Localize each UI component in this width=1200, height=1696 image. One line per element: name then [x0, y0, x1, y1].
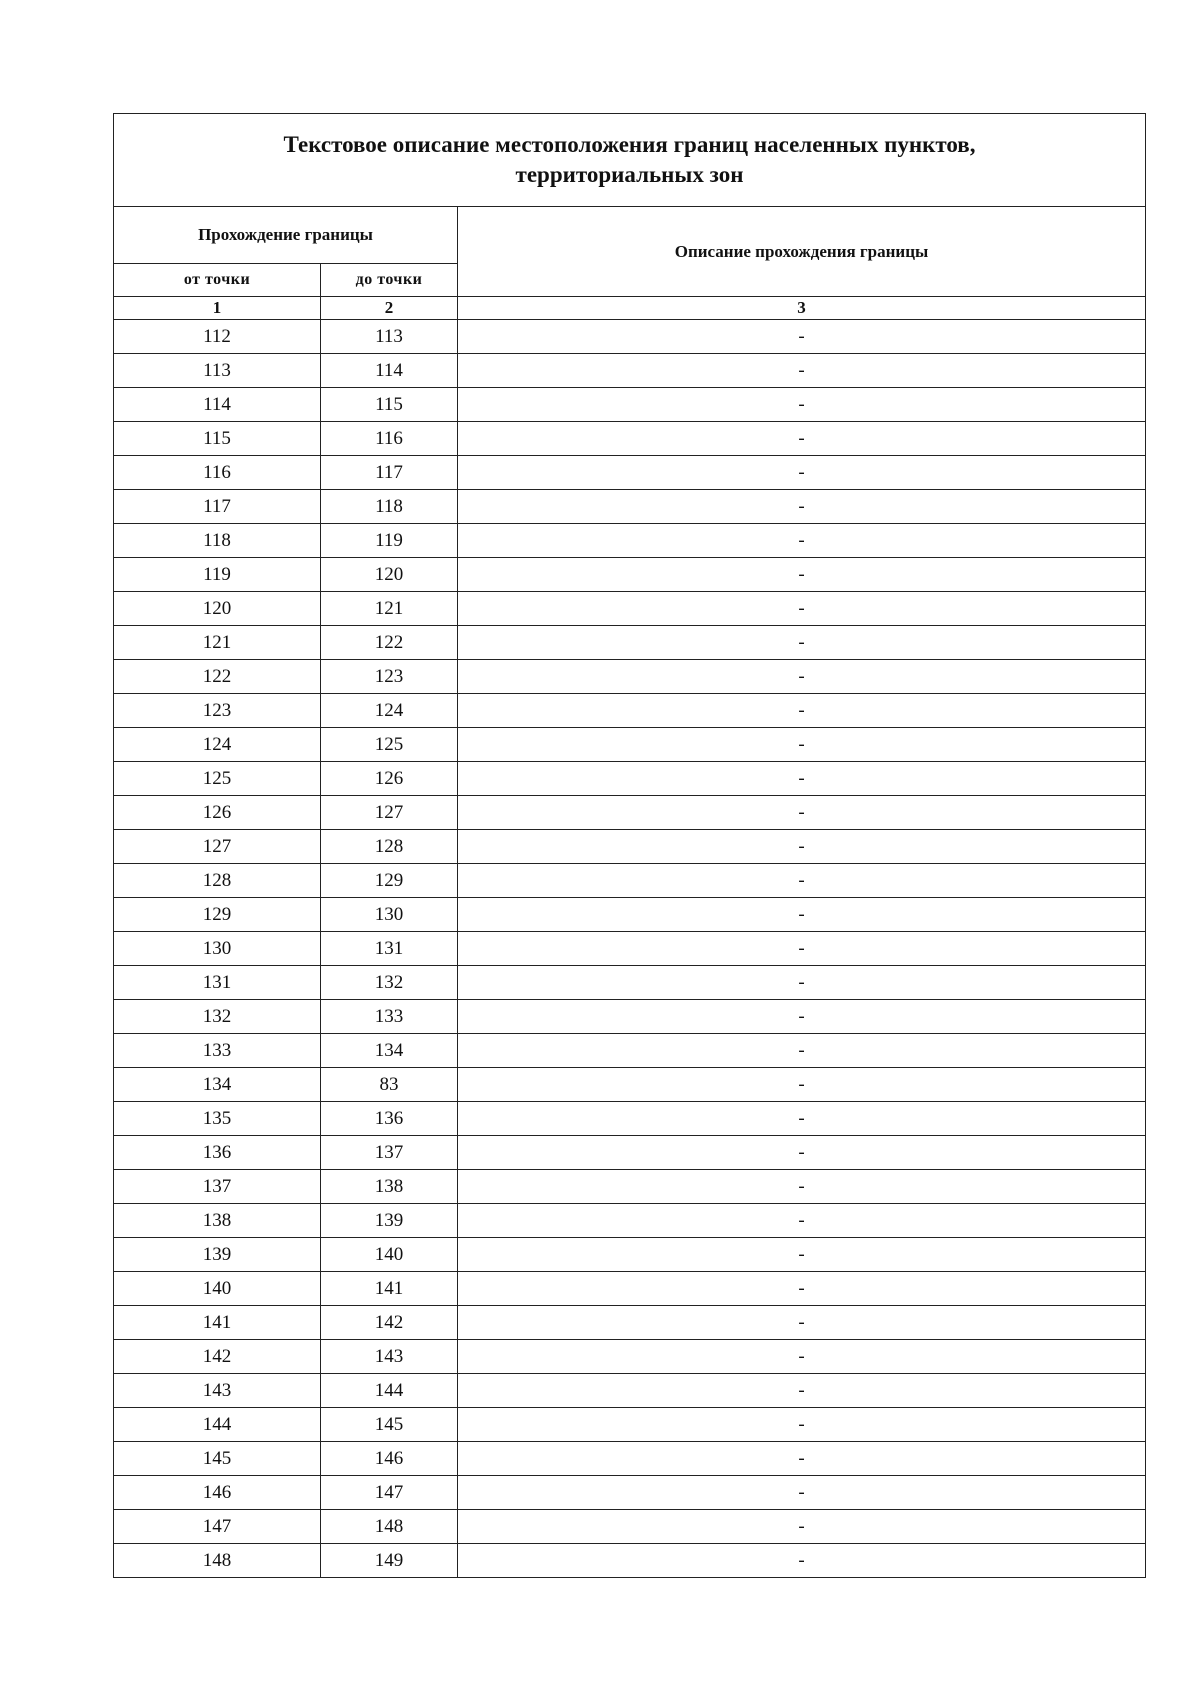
- table-row: [114, 1102, 1146, 1136]
- from-point-cell: 120: [114, 592, 321, 626]
- table-row: [114, 1340, 1146, 1374]
- to-point-cell: 122: [321, 626, 458, 660]
- table-row: [114, 456, 1146, 490]
- to-point-cell: 113: [321, 320, 458, 354]
- from-point-cell: 145: [114, 1442, 321, 1476]
- table-row: [114, 864, 1146, 898]
- description-cell: -: [458, 966, 1146, 1000]
- column-number-row: [114, 297, 1146, 320]
- from-point-cell: 119: [114, 558, 321, 592]
- table-row: [114, 728, 1146, 762]
- description-cell: -: [458, 388, 1146, 422]
- table-row: [114, 898, 1146, 932]
- table-row: [114, 830, 1146, 864]
- header-row-group: [114, 207, 1146, 264]
- table-row: [114, 1136, 1146, 1170]
- from-point-cell: 128: [114, 864, 321, 898]
- description-cell: -: [458, 1170, 1146, 1204]
- table-row: [114, 932, 1146, 966]
- table-body: [114, 114, 1146, 1578]
- table-row: [114, 1272, 1146, 1306]
- table-row: [114, 320, 1146, 354]
- from-point-cell: 147: [114, 1510, 321, 1544]
- description-cell: -: [458, 1408, 1146, 1442]
- to-point-cell: 120: [321, 558, 458, 592]
- from-point-cell: 112: [114, 320, 321, 354]
- from-point-cell: 124: [114, 728, 321, 762]
- table-row: [114, 796, 1146, 830]
- to-point-cell: 114: [321, 354, 458, 388]
- description-cell: -: [458, 422, 1146, 456]
- from-point-cell: 129: [114, 898, 321, 932]
- header-from-point: от точки: [114, 264, 321, 297]
- description-cell: -: [458, 898, 1146, 932]
- from-point-cell: 130: [114, 932, 321, 966]
- from-point-cell: 144: [114, 1408, 321, 1442]
- table-row: [114, 1000, 1146, 1034]
- description-cell: -: [458, 660, 1146, 694]
- table-row: [114, 626, 1146, 660]
- description-cell: -: [458, 456, 1146, 490]
- description-cell: -: [458, 558, 1146, 592]
- from-point-cell: 126: [114, 796, 321, 830]
- from-point-cell: 140: [114, 1272, 321, 1306]
- description-cell: -: [458, 728, 1146, 762]
- description-cell: -: [458, 1068, 1146, 1102]
- table-row: [114, 592, 1146, 626]
- to-point-cell: 116: [321, 422, 458, 456]
- from-point-cell: 125: [114, 762, 321, 796]
- from-point-cell: 135: [114, 1102, 321, 1136]
- description-cell: -: [458, 1340, 1146, 1374]
- description-cell: -: [458, 864, 1146, 898]
- table-row: [114, 694, 1146, 728]
- table-row: [114, 524, 1146, 558]
- to-point-cell: 132: [321, 966, 458, 1000]
- table-row: [114, 660, 1146, 694]
- description-cell: -: [458, 592, 1146, 626]
- to-point-cell: 131: [321, 932, 458, 966]
- to-point-cell: 149: [321, 1544, 458, 1578]
- column-number-1: 1: [114, 297, 321, 320]
- from-point-cell: 148: [114, 1544, 321, 1578]
- from-point-cell: 123: [114, 694, 321, 728]
- table-row: [114, 558, 1146, 592]
- description-cell: -: [458, 762, 1146, 796]
- to-point-cell: 148: [321, 1510, 458, 1544]
- to-point-cell: 119: [321, 524, 458, 558]
- from-point-cell: 141: [114, 1306, 321, 1340]
- from-point-cell: 143: [114, 1374, 321, 1408]
- table-row: [114, 1034, 1146, 1068]
- description-cell: -: [458, 1204, 1146, 1238]
- column-number-3: 3: [458, 297, 1146, 320]
- table-row: [114, 1306, 1146, 1340]
- description-cell: -: [458, 1136, 1146, 1170]
- title-line-2: территориальных зон: [515, 162, 744, 187]
- to-point-cell: 125: [321, 728, 458, 762]
- table-row: [114, 1238, 1146, 1272]
- table-row: [114, 966, 1146, 1000]
- from-point-cell: 137: [114, 1170, 321, 1204]
- description-cell: -: [458, 1238, 1146, 1272]
- from-point-cell: 116: [114, 456, 321, 490]
- description-cell: -: [458, 1102, 1146, 1136]
- from-point-cell: 134: [114, 1068, 321, 1102]
- boundary-description-table: [113, 113, 1146, 1578]
- table-row: [114, 762, 1146, 796]
- column-number-2: 2: [321, 297, 458, 320]
- table-row: [114, 1442, 1146, 1476]
- from-point-cell: 133: [114, 1034, 321, 1068]
- description-cell: -: [458, 320, 1146, 354]
- to-point-cell: 134: [321, 1034, 458, 1068]
- to-point-cell: 130: [321, 898, 458, 932]
- to-point-cell: 136: [321, 1102, 458, 1136]
- description-cell: -: [458, 490, 1146, 524]
- header-description: Описание прохождения границы: [458, 207, 1146, 297]
- table-row: [114, 422, 1146, 456]
- table-row: [114, 1510, 1146, 1544]
- from-point-cell: 131: [114, 966, 321, 1000]
- description-cell: -: [458, 1306, 1146, 1340]
- from-point-cell: 117: [114, 490, 321, 524]
- to-point-cell: 145: [321, 1408, 458, 1442]
- from-point-cell: 138: [114, 1204, 321, 1238]
- to-point-cell: 133: [321, 1000, 458, 1034]
- to-point-cell: 138: [321, 1170, 458, 1204]
- from-point-cell: 122: [114, 660, 321, 694]
- table-row: [114, 1204, 1146, 1238]
- description-cell: -: [458, 1000, 1146, 1034]
- to-point-cell: 147: [321, 1476, 458, 1510]
- to-point-cell: 143: [321, 1340, 458, 1374]
- table-row: [114, 388, 1146, 422]
- from-point-cell: 142: [114, 1340, 321, 1374]
- to-point-cell: 115: [321, 388, 458, 422]
- table-row: [114, 490, 1146, 524]
- from-point-cell: 118: [114, 524, 321, 558]
- from-point-cell: 114: [114, 388, 321, 422]
- to-point-cell: 129: [321, 864, 458, 898]
- table-row: [114, 1476, 1146, 1510]
- from-point-cell: 127: [114, 830, 321, 864]
- title-row: [114, 114, 1146, 207]
- table-row: [114, 1544, 1146, 1578]
- to-point-cell: 146: [321, 1442, 458, 1476]
- to-point-cell: 144: [321, 1374, 458, 1408]
- header-to-point: до точки: [321, 264, 458, 297]
- to-point-cell: 142: [321, 1306, 458, 1340]
- description-cell: -: [458, 1544, 1146, 1578]
- header-boundary-passage: Прохождение границы: [114, 207, 458, 264]
- description-cell: -: [458, 626, 1146, 660]
- description-cell: -: [458, 354, 1146, 388]
- description-cell: -: [458, 1510, 1146, 1544]
- to-point-cell: 128: [321, 830, 458, 864]
- to-point-cell: 123: [321, 660, 458, 694]
- to-point-cell: 141: [321, 1272, 458, 1306]
- to-point-cell: 117: [321, 456, 458, 490]
- from-point-cell: 132: [114, 1000, 321, 1034]
- description-cell: -: [458, 1442, 1146, 1476]
- description-cell: -: [458, 524, 1146, 558]
- to-point-cell: 118: [321, 490, 458, 524]
- to-point-cell: 83: [321, 1068, 458, 1102]
- to-point-cell: 137: [321, 1136, 458, 1170]
- table-row: [114, 1170, 1146, 1204]
- to-point-cell: 127: [321, 796, 458, 830]
- description-cell: -: [458, 694, 1146, 728]
- description-cell: -: [458, 932, 1146, 966]
- to-point-cell: 139: [321, 1204, 458, 1238]
- from-point-cell: 139: [114, 1238, 321, 1272]
- from-point-cell: 113: [114, 354, 321, 388]
- title-line-1: Текстовое описание местоположения границ населенных пунктов,: [283, 132, 976, 157]
- table-row: [114, 1408, 1146, 1442]
- to-point-cell: 121: [321, 592, 458, 626]
- from-point-cell: 146: [114, 1476, 321, 1510]
- description-cell: -: [458, 1272, 1146, 1306]
- description-cell: -: [458, 796, 1146, 830]
- document-title: [114, 114, 1146, 207]
- to-point-cell: 124: [321, 694, 458, 728]
- to-point-cell: 126: [321, 762, 458, 796]
- table-row: [114, 1068, 1146, 1102]
- table-row: [114, 354, 1146, 388]
- description-cell: -: [458, 1034, 1146, 1068]
- table-row: [114, 1374, 1146, 1408]
- description-cell: -: [458, 1374, 1146, 1408]
- from-point-cell: 121: [114, 626, 321, 660]
- description-cell: -: [458, 1476, 1146, 1510]
- from-point-cell: 136: [114, 1136, 321, 1170]
- from-point-cell: 115: [114, 422, 321, 456]
- description-cell: -: [458, 830, 1146, 864]
- to-point-cell: 140: [321, 1238, 458, 1272]
